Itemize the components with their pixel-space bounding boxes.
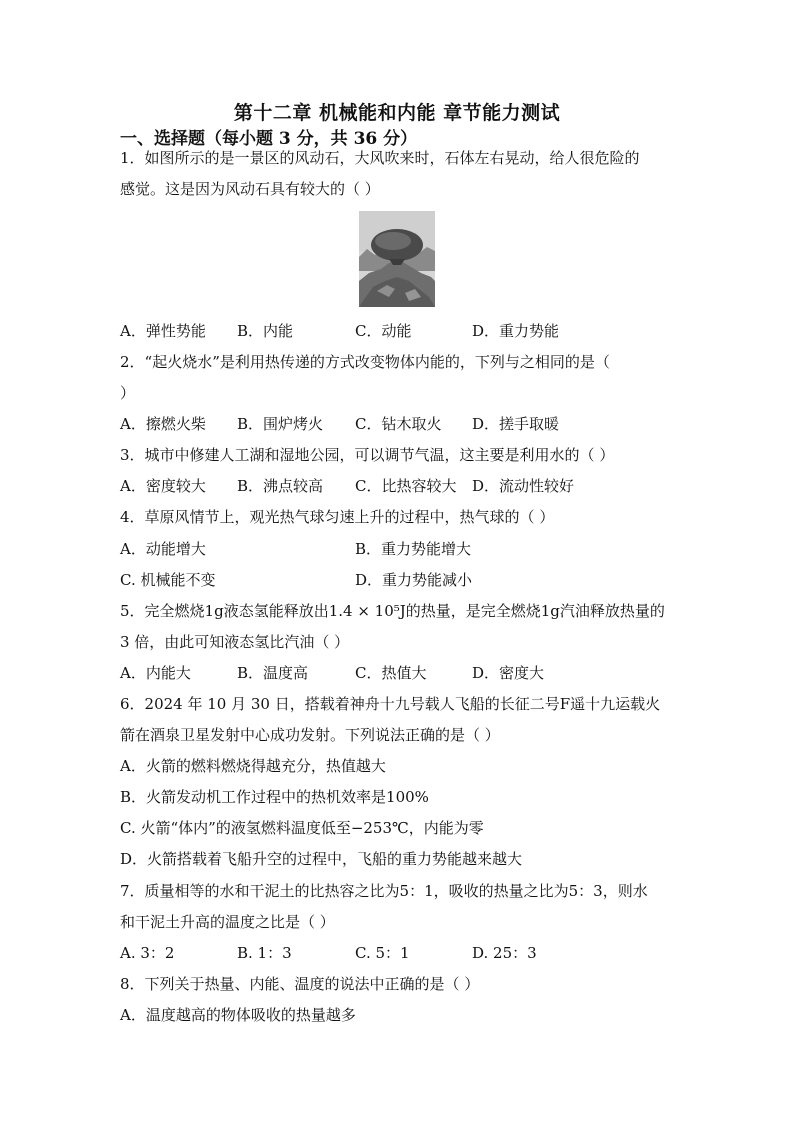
question-2-text-line-2: ） (120, 384, 136, 402)
page-title: 第十二章 机械能和内能 章节能力测试 (233, 102, 561, 124)
section-heading: 一、选择题（每小题 3 分，共 36 分） (120, 129, 418, 149)
question-7-text-line-2: 和干泥土升高的温度之比是（ ） (120, 913, 335, 931)
question-6-text-line-2: 箭在酒泉卫星发射中心成功发射。下列说法正确的是（ ） (120, 726, 500, 744)
option[interactable]: C．动能 (355, 322, 412, 340)
question-1-options (120, 322, 680, 340)
option[interactable]: D. 25：3 (472, 944, 537, 962)
question-7-text-line-1: 7．质量相等的水和干泥土的比热容之比为5：1，吸收的热量之比为5：3，则水 (120, 882, 648, 900)
option[interactable]: B．沸点较高 (237, 477, 324, 495)
question-2-options (120, 415, 680, 433)
question-4-options-row-2 (120, 571, 680, 589)
option[interactable]: A．弹性势能 (120, 322, 206, 340)
option[interactable]: C．热值大 (355, 664, 427, 682)
question-1-text-line-2: 感觉。这是因为风动石具有较大的（ ） (120, 180, 380, 198)
option[interactable]: C. 5：1 (355, 944, 410, 962)
option[interactable]: A．密度较大 (120, 477, 206, 495)
option[interactable]: C. 机械能不变 (120, 571, 216, 589)
option[interactable]: B．围炉烤火 (237, 415, 324, 433)
question-4-text-line-1: 4．草原风情节上，观光热气球匀速上升的过程中，热气球的（ ） (120, 508, 555, 526)
option[interactable]: A．内能大 (120, 664, 191, 682)
rock-photo (359, 211, 435, 307)
option[interactable]: C. 火箭“体内”的液氢燃料温度低至−253℃，内能为零 (120, 819, 484, 837)
option[interactable]: A．温度越高的物体吸收的热量越多 (120, 1006, 356, 1024)
option[interactable]: A．动能增大 (120, 540, 206, 558)
question-4-options-row-1 (120, 540, 680, 558)
question-3-options (120, 477, 680, 495)
option[interactable]: D．火箭搭载着飞船升空的过程中，飞船的重力势能越来越大 (120, 850, 523, 868)
option[interactable]: D．流动性较好 (472, 477, 575, 495)
question-7-options (120, 944, 680, 962)
question-1-text-line-1: 1．如图所示的是一景区的风动石，大风吹来时，石体左右晃动，给人很危险的 (120, 149, 640, 167)
question-5-text-line-1: 5．完全燃烧1g液态氢能释放出1.4 × 10⁵J的热量，是完全燃烧1g汽油释放热量的 (120, 602, 665, 620)
option[interactable]: D．密度大 (472, 664, 545, 682)
option[interactable]: B. 1：3 (237, 944, 292, 962)
option[interactable]: B．温度高 (237, 664, 309, 682)
question-6-text-line-1: 6．2024 年 10 月 30 日，搭载着神舟十九号载人飞船的长征二号F遥十九运载火 (120, 695, 661, 713)
option[interactable]: B．内能 (237, 322, 294, 340)
question-3-text-line-1: 3．城市中修建人工湖和湿地公园，可以调节气温，这主要是利用水的（ ） (120, 446, 615, 464)
question-2-text-line-1: 2．“起火烧水”是利用热传递的方式改变物体内能的，下列与之相同的是（ (120, 353, 610, 371)
option[interactable]: A. 3：2 (120, 944, 175, 962)
option[interactable]: C．比热容较大 (355, 477, 457, 495)
option[interactable]: A．擦燃火柴 (120, 415, 206, 433)
question-5-text-line-2: 3 倍，由此可知液态氢比汽油（ ） (120, 633, 350, 651)
question-5-options (120, 664, 680, 682)
option[interactable]: A．火箭的燃料燃烧得越充分，热值越大 (120, 757, 386, 775)
option[interactable]: D．重力势能 (472, 322, 560, 340)
option[interactable]: C．钻木取火 (355, 415, 442, 433)
option[interactable]: B．重力势能增大 (355, 540, 472, 558)
option[interactable]: D．重力势能减小 (355, 571, 473, 589)
question-8-text-line-1: 8．下列关于热量、内能、温度的说法中正确的是（ ） (120, 975, 480, 993)
option[interactable]: B．火箭发动机工作过程中的热机效率是100% (120, 788, 429, 806)
option[interactable]: D．搓手取暖 (472, 415, 560, 433)
